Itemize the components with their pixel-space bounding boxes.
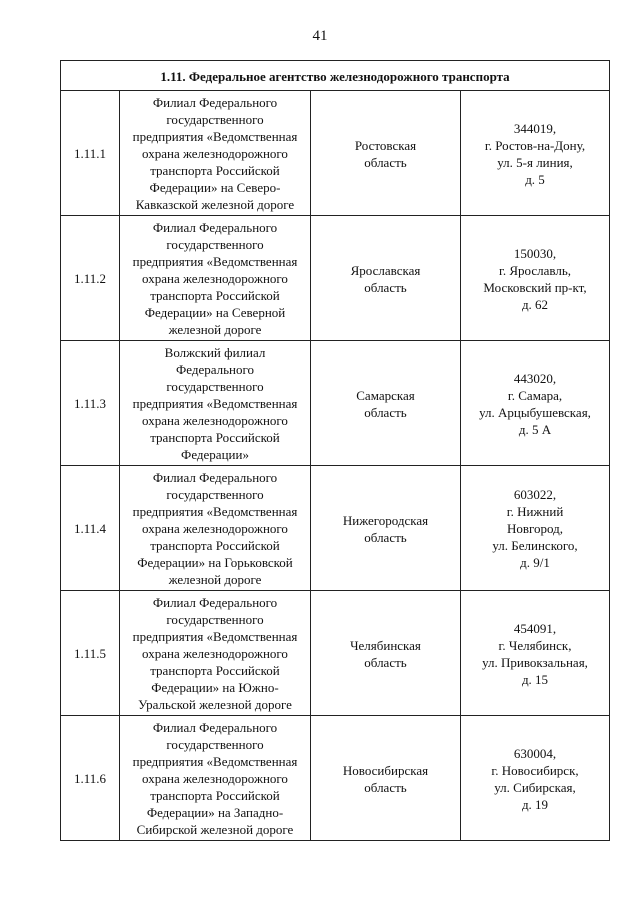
- region-cell: [311, 216, 461, 341]
- address-line: д. 15: [521, 671, 549, 687]
- org-line: государственного: [166, 487, 264, 502]
- organization-cell: [120, 91, 311, 216]
- row-number: 1.11.1: [61, 91, 120, 216]
- org-line: транспорта Российской: [150, 430, 280, 445]
- org-line: железной дороге: [168, 572, 262, 587]
- address-line: ул. Белинского,: [492, 538, 578, 553]
- region-line: Нижегородская: [342, 512, 429, 528]
- org-line: Федерации» на Северной: [144, 305, 286, 320]
- address-cell: [461, 341, 610, 466]
- region-line: Ярославская: [350, 262, 421, 278]
- org-line: железной дороге: [168, 322, 262, 337]
- org-line: государственного: [166, 112, 264, 127]
- table-row: [61, 466, 610, 591]
- region-line: Самарская: [356, 387, 415, 403]
- organization-cell: [120, 341, 311, 466]
- org-line: Филиал Федерального: [152, 720, 278, 735]
- org-line: охрана железнодорожного: [142, 521, 288, 536]
- org-line: транспорта Российской: [150, 163, 280, 178]
- region-cell: [311, 466, 461, 591]
- region-line: Челябинская: [350, 637, 421, 653]
- org-line: транспорта Российской: [150, 663, 280, 678]
- address-line: д. 5: [525, 171, 545, 187]
- row-number: 1.11.2: [61, 216, 120, 341]
- address-line: г. Новосибирск,: [491, 762, 579, 778]
- row-number: 1.11.5: [61, 591, 120, 716]
- organization-cell: [120, 466, 311, 591]
- address-line: 443020,: [513, 370, 557, 386]
- section-title: 1.11. Федеральное агентство железнодорожного транспорта: [61, 61, 610, 91]
- address-line: г. Челябинск,: [498, 637, 572, 653]
- organization-cell: [120, 591, 311, 716]
- region-line: область: [364, 154, 407, 170]
- org-line: предприятия «Ведомственная: [132, 129, 298, 144]
- address-cell: [461, 591, 610, 716]
- org-line: охрана железнодорожного: [142, 146, 288, 161]
- org-line: Федерации» на Северо-: [149, 180, 281, 195]
- region-cell: [311, 591, 461, 716]
- region-line: область: [364, 529, 407, 545]
- address-line: ул. Привокзальная,: [482, 654, 588, 670]
- org-line: государственного: [166, 737, 264, 752]
- org-line: Сибирской железной дороге: [136, 822, 294, 837]
- region-line: область: [364, 279, 407, 295]
- org-line: Кавказской железной дороге: [135, 197, 295, 212]
- page-number: 41: [312, 28, 328, 44]
- section-header-row: [61, 61, 610, 91]
- region-line: область: [364, 779, 407, 795]
- org-line: охрана железнодорожного: [142, 646, 288, 661]
- region-cell: [311, 716, 461, 841]
- region-line: область: [364, 654, 407, 670]
- org-line: Федерации» на Горьковской: [137, 555, 293, 570]
- row-number: 1.11.6: [61, 716, 120, 841]
- table-row: [61, 341, 610, 466]
- address-cell: [461, 216, 610, 341]
- org-line: Федерации» на Западно-: [146, 805, 284, 820]
- region-line: Новосибирская: [342, 762, 429, 778]
- region-cell: [311, 91, 461, 216]
- address-line: ул. Арцыбушевская,: [479, 404, 591, 420]
- org-line: Филиал Федерального: [152, 595, 278, 610]
- table-row: [61, 591, 610, 716]
- address-line: г. Ярославль,: [498, 262, 572, 278]
- registry-table: [60, 60, 610, 841]
- row-number: 1.11.4: [61, 466, 120, 591]
- org-line: предприятия «Ведомственная: [132, 396, 298, 411]
- address-line: г. Ростов-на-Дону,: [484, 137, 586, 153]
- row-number: 1.11.3: [61, 341, 120, 466]
- address-line: Новгород,: [506, 521, 564, 536]
- address-line: Московский пр-кт,: [483, 279, 587, 295]
- organization-cell: [120, 216, 311, 341]
- address-line: г. Нижний: [506, 504, 564, 519]
- address-line: д. 5 А: [518, 421, 552, 437]
- table-row: [61, 716, 610, 841]
- address-line: г. Самара,: [507, 387, 563, 403]
- org-line: транспорта Российской: [150, 788, 280, 803]
- org-line: государственного: [166, 237, 264, 252]
- address-line: д. 62: [521, 296, 549, 312]
- organization-cell: [120, 716, 311, 841]
- org-line: Федерации»: [181, 447, 249, 462]
- org-line: государственного: [166, 612, 264, 627]
- table-row: [61, 91, 610, 216]
- address-line: 454091,: [513, 620, 557, 636]
- org-line: охрана железнодорожного: [142, 413, 288, 428]
- address-line: 630004,: [513, 745, 557, 761]
- org-line: предприятия «Ведомственная: [132, 504, 298, 519]
- org-line: транспорта Российской: [150, 538, 280, 553]
- address-line: 150030,: [513, 245, 557, 261]
- address-line: ул. 5-я линия,: [497, 154, 573, 170]
- address-cell: [461, 716, 610, 841]
- region-cell: [311, 341, 461, 466]
- org-line: Волжский филиал: [164, 345, 266, 360]
- org-line: предприятия «Ведомственная: [132, 254, 298, 269]
- org-line: Федерации» на Южно-: [151, 680, 279, 695]
- org-line: охрана железнодорожного: [142, 271, 288, 286]
- org-line: предприятия «Ведомственная: [132, 754, 298, 769]
- org-line: Уральской железной дороге: [138, 697, 292, 712]
- address-line: д. 9/1: [520, 555, 550, 570]
- org-line: транспорта Российской: [150, 288, 280, 303]
- org-line: охрана железнодорожного: [142, 771, 288, 786]
- address-cell: [461, 466, 610, 591]
- org-line: предприятия «Ведомственная: [132, 629, 298, 644]
- address-line: 344019,: [513, 120, 557, 136]
- org-line: Филиал Федерального: [152, 95, 278, 110]
- region-line: область: [364, 404, 407, 420]
- org-line: Федерального: [175, 362, 255, 377]
- org-line: государственного: [166, 379, 264, 394]
- org-line: Филиал Федерального: [152, 220, 278, 235]
- org-line: Филиал Федерального: [152, 470, 278, 485]
- address-line: д. 19: [521, 796, 549, 812]
- address-line: ул. Сибирская,: [494, 779, 576, 795]
- address-cell: [461, 91, 610, 216]
- region-line: Ростовская: [354, 137, 417, 153]
- table-row: [61, 216, 610, 341]
- address-line: 603022,: [513, 487, 557, 502]
